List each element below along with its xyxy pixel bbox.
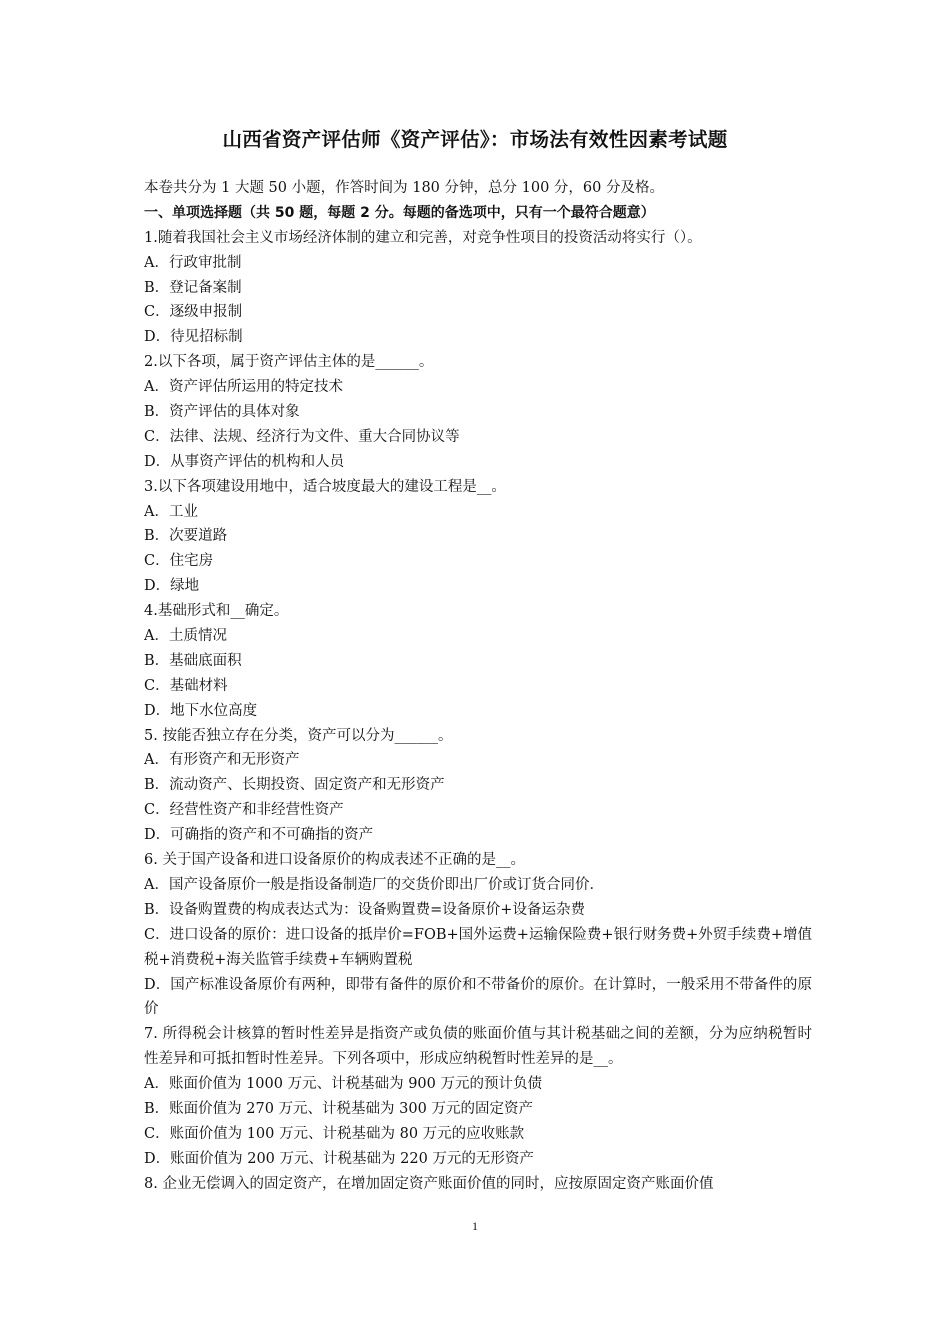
option-item: A．行政审批制 bbox=[144, 254, 242, 271]
option-item: D．地下水位高度 bbox=[144, 702, 258, 719]
option-item: C．法律、法规、经济行为文件、重大合同协议等 bbox=[144, 428, 460, 445]
option-item: A．工业 bbox=[144, 503, 198, 520]
option-item: B．流动资产、长期投资、固定资产和无形资产 bbox=[144, 777, 445, 794]
option-item: A．资产评估所运用的特定技术 bbox=[144, 379, 343, 396]
option-item: D．账面价值为 200 万元、计税基础为 220 万元的无形资产 bbox=[144, 1150, 534, 1167]
section-header: 一、单项选择题（共 50 题，每题 2 分。每题的备选项中，只有一个最符合题意） bbox=[144, 204, 655, 221]
option-item: A．国产设备原价一般是指设备制造厂的交货价即出厂价或订货合同价． bbox=[144, 876, 604, 893]
option-item: B．基础底面积 bbox=[144, 652, 242, 669]
exam-intro: 本卷共分为 1 大题 50 小题，作答时间为 180 分钟，总分 100 分，60 分及格。 bbox=[144, 180, 664, 196]
question-stem: 1.随着我国社会主义市场经济体制的建立和完善，对竞争性项目的投资活动将实行（）。 bbox=[144, 229, 702, 246]
option-item: B．资产评估的具体对象 bbox=[144, 404, 300, 421]
option-item: D．从事资产评估的机构和人员 bbox=[144, 453, 345, 470]
option-item: C．经营性资产和非经营性资产 bbox=[144, 802, 344, 819]
page-number: 1 bbox=[472, 1219, 478, 1233]
option-item: B．登记备案制 bbox=[144, 279, 242, 296]
option-item: D．可确指的资产和不可确指的资产 bbox=[144, 827, 374, 844]
option-item: A．账面价值为 1000 万元、计税基础为 900 万元的预计负债 bbox=[144, 1076, 542, 1093]
question-stem: 4.基础形式和__确定。 bbox=[144, 603, 289, 620]
question-stem: 6. 关于国产设备和进口设备原价的构成表述不正确的是__。 bbox=[144, 852, 525, 869]
question-stem: 2.以下各项，属于资产评估主体的是______。 bbox=[144, 354, 434, 371]
question-stem: 7. 所得税会计核算的暂时性差异是指资产或负债的账面价值与其计税基础之间的差额，分为应纳税暂时性差异和可抵扣暂时性差异。下列各项中，形成应纳税暂时性差异的是__。 bbox=[144, 1026, 812, 1068]
option-item: D．国产标准设备原价有两种，即带有备件的原价和不带备价的原价。在计算时，一般采用不带备件的原价 bbox=[144, 976, 812, 1018]
option-item: C．住宅房 bbox=[144, 553, 214, 570]
option-item: C．基础材料 bbox=[144, 677, 228, 694]
option-item: C．账面价值为 100 万元、计税基础为 80 万元的应收账款 bbox=[144, 1125, 525, 1142]
question-stem: 5. 按能否独立存在分类，资产可以分为______。 bbox=[144, 727, 453, 744]
option-item: B．设备购置费的构成表达式为：设备购置费=设备原价+设备运杂费 bbox=[144, 901, 585, 918]
option-item: A．土质情况 bbox=[144, 628, 227, 645]
option-item: D．绿地 bbox=[144, 578, 200, 595]
question-stem: 3.以下各项建设用地中，适合坡度最大的建设工程是__。 bbox=[144, 478, 506, 495]
page-title: 山西省资产评估师《资产评估》：市场法有效性因素考试题 bbox=[222, 128, 728, 151]
document-body bbox=[144, 176, 812, 1197]
option-item: D．待见招标制 bbox=[144, 329, 243, 346]
option-item: A．有形资产和无形资产 bbox=[144, 752, 300, 769]
option-item: C．逐级申报制 bbox=[144, 304, 243, 321]
option-item: B．次要道路 bbox=[144, 528, 228, 545]
question-stem: 8. 企业无偿调入的固定资产，在增加固定资产账面价值的同时，应按原固定资产账面价值 bbox=[144, 1175, 714, 1192]
option-item: C．进口设备的原价：进口设备的抵岸价=FOB+国外运费+运输保险费+银行财务费+外贸手续费+增值税+消费税+海关监管手续费+车辆购置税 bbox=[144, 926, 812, 968]
option-item: B．账面价值为 270 万元、计税基础为 300 万元的固定资产 bbox=[144, 1101, 533, 1118]
